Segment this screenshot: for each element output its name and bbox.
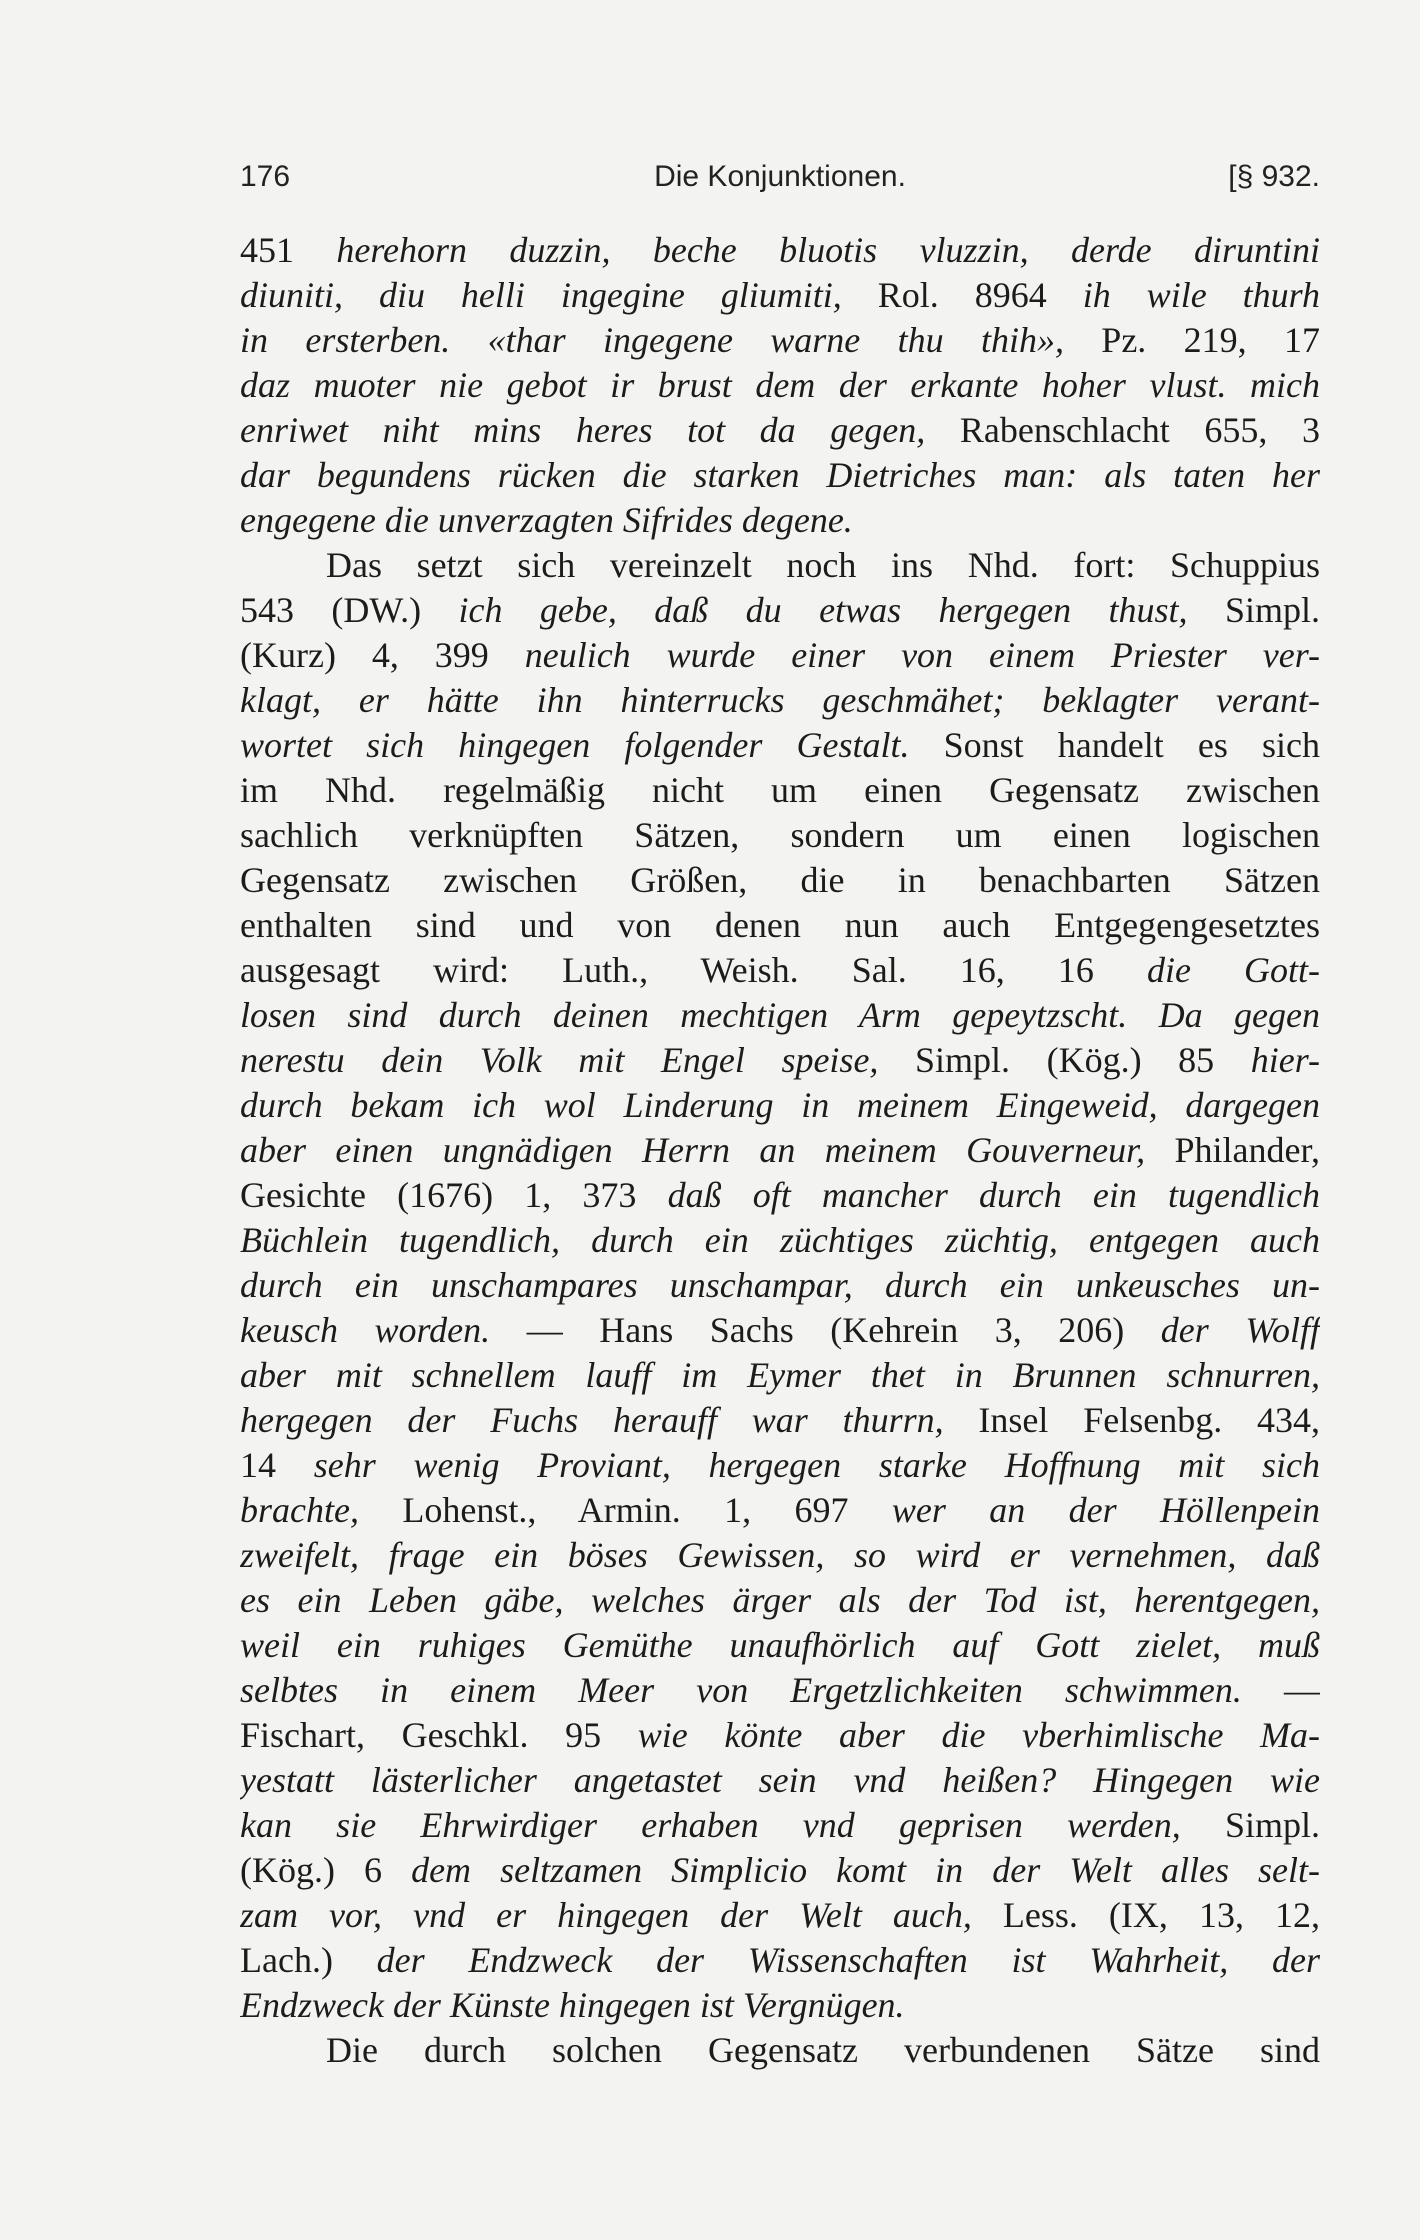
- text-line: [240, 1488, 1320, 1533]
- italic-quotation: hergegen der Fuchs herauff war thurrn,: [240, 1400, 944, 1440]
- page-number: 176: [240, 160, 291, 193]
- italic-quotation: der Wolff: [1160, 1310, 1320, 1350]
- italic-quotation: ih wile thurh: [1082, 275, 1320, 315]
- running-header: [240, 160, 1320, 204]
- italic-quotation: es ein Leben gäbe, welches ärger als der Tod ist, herentgegen,: [240, 1580, 1320, 1620]
- text-line: [240, 1803, 1320, 1848]
- text-line: [240, 1848, 1320, 1893]
- text-line: [240, 1038, 1320, 1083]
- italic-quotation: zweifelt, frage ein böses Gewissen, so wird er vernehmen, daß: [240, 1535, 1320, 1575]
- running-title: Die Konjunktionen.: [654, 160, 906, 193]
- text-line: [240, 1668, 1320, 1713]
- text-line: [240, 948, 1320, 993]
- text-line: [240, 1083, 1320, 1128]
- text-run: Fischart, Geschkl. 95: [240, 1715, 638, 1755]
- italic-quotation: wortet sich hingegen folgender Gestalt.: [240, 725, 910, 765]
- text-line: [240, 1758, 1320, 1803]
- text-line: [240, 543, 1320, 588]
- text-line: [240, 858, 1320, 903]
- italic-quotation: in ersterben. «thar ingegene warne thu thih»,: [240, 320, 1064, 360]
- italic-quotation: wie könte aber die vberhimlische Ma-: [637, 1715, 1320, 1755]
- italic-quotation: durch bekam ich wol Linderung in meinem Eingeweid, dargegen: [240, 1085, 1320, 1125]
- text-line: [240, 903, 1320, 948]
- text-run: 14: [240, 1445, 314, 1485]
- italic-quotation: weil ein ruhiges Gemüthe unaufhörlich auf Gott zielet, muß: [240, 1625, 1320, 1665]
- italic-quotation: nerestu dein Volk mit Engel speise,: [240, 1040, 879, 1080]
- italic-quotation: dem seltzamen Simplicio komt in der Welt alles selt-: [411, 1850, 1320, 1890]
- text-line: [240, 1398, 1320, 1443]
- italic-quotation: enriwet niht mins heres tot da gegen,: [240, 410, 926, 450]
- text-run: Simpl. (Kög.) 85: [878, 1040, 1251, 1080]
- text-line: [240, 1443, 1320, 1488]
- italic-quotation: keusch worden.: [240, 1310, 491, 1350]
- text-line: [240, 1353, 1320, 1398]
- italic-quotation: ich gebe, daß du etwas hergegen thust,: [458, 590, 1188, 630]
- italic-quotation: hier-: [1250, 1040, 1320, 1080]
- text-line: [240, 993, 1320, 1038]
- italic-quotation: yestatt lästerlicher angetastet sein vnd heißen? Hingegen wie: [240, 1760, 1320, 1800]
- italic-quotation: der Endzweck der Wissenschaften ist Wahrheit, der: [376, 1940, 1320, 1980]
- italic-quotation: daz muoter nie gebot ir brust dem der erkante hoher vlust. mich: [240, 365, 1320, 405]
- text-line: [240, 1263, 1320, 1308]
- text-line: [240, 1983, 1320, 2028]
- italic-quotation: neulich wurde einer von einem Priester ver-: [524, 635, 1320, 675]
- italic-quotation: Endzweck der Künste hingegen ist Vergnügen.: [240, 1985, 905, 2025]
- italic-quotation: sehr wenig Proviant, hergegen starke Hoffnung mit sich: [313, 1445, 1320, 1485]
- text-run: Lach.): [240, 1940, 377, 1980]
- text-line: [240, 1218, 1320, 1263]
- text-run: Rol. 8964: [841, 275, 1083, 315]
- text-run: Sonst handelt es sich: [909, 725, 1320, 765]
- italic-quotation: losen sind durch deinen mechtigen Arm gepeytzscht. Da gegen: [240, 995, 1320, 1035]
- text-run: im Nhd. regelmäßig nicht um einen Gegensatz zwischen: [240, 770, 1320, 810]
- text-run: Rabenschlacht 655, 3: [925, 410, 1320, 450]
- text-line: [240, 1128, 1320, 1173]
- text-run: Less. (IX, 13, 12,: [971, 1895, 1320, 1935]
- text-line: [240, 768, 1320, 813]
- text-line: [240, 318, 1320, 363]
- text-line: [240, 1893, 1320, 1938]
- text-run: enthalten sind und von denen nun auch Entgegengesetztes: [240, 905, 1320, 945]
- italic-quotation: Büchlein tugendlich, durch ein züchtiges züchtig, entgegen auch: [240, 1220, 1320, 1260]
- text-run: (Kurz) 4, 399: [240, 635, 525, 675]
- text-run: 451: [240, 230, 337, 270]
- text-run: 543 (DW.): [240, 590, 459, 630]
- text-run: Das setzt sich vereinzelt noch ins Nhd. fort: Schuppius: [326, 545, 1320, 585]
- text-run: Insel Felsenbg. 434,: [943, 1400, 1320, 1440]
- text-run: Philander,: [1145, 1130, 1320, 1170]
- italic-quotation: aber einen ungnädigen Herrn an meinem Gouverneur,: [240, 1130, 1146, 1170]
- text-run: Simpl.: [1187, 590, 1320, 630]
- italic-quotation: aber mit schnellem lauff im Eymer thet in Brunnen schnurren,: [240, 1355, 1320, 1395]
- text-line: [240, 813, 1320, 858]
- text-run: ausgesagt wird: Luth., Weish. Sal. 16, 16: [240, 950, 1147, 990]
- text-run: Pz. 219, 17: [1063, 320, 1320, 360]
- italic-quotation: durch ein unschampares unschampar, durch ein unkeusches un-: [240, 1265, 1320, 1305]
- section-reference: [§ 932.: [1228, 160, 1320, 193]
- text-line: [240, 588, 1320, 633]
- text-line: [240, 1308, 1320, 1353]
- text-line: [240, 1713, 1320, 1758]
- text-line: [240, 678, 1320, 723]
- text-line: [240, 363, 1320, 408]
- italic-quotation: brachte,: [240, 1490, 359, 1530]
- text-line: [240, 2028, 1320, 2073]
- text-run: Simpl.: [1180, 1805, 1320, 1845]
- italic-quotation: dar begundens rücken die starken Dietriches man: als taten her: [240, 455, 1320, 495]
- text-run: — Hans Sachs (Kehrein 3, 206): [490, 1310, 1161, 1350]
- text-line: [240, 498, 1320, 543]
- text-line: [240, 1173, 1320, 1218]
- text-line: [240, 273, 1320, 318]
- text-line: [240, 453, 1320, 498]
- italic-quotation: diuniti, diu helli ingegine gliumiti,: [240, 275, 842, 315]
- text-run: Gegensatz zwischen Größen, die in benachbarten Sätzen: [240, 860, 1320, 900]
- text-run: (Kög.) 6: [240, 1850, 412, 1890]
- text-line: [240, 1938, 1320, 1983]
- italic-quotation: engegene die unverzagten Sifrides degene.: [240, 500, 853, 540]
- text-line: [240, 723, 1320, 768]
- text-line: [240, 1533, 1320, 1578]
- text-run: —: [1241, 1670, 1320, 1710]
- text-run: Die durch solchen Gegensatz verbundenen Sätze sind: [326, 2030, 1320, 2070]
- body-text: [240, 228, 1320, 2073]
- italic-quotation: die Gott-: [1146, 950, 1320, 990]
- text-line: [240, 1578, 1320, 1623]
- italic-quotation: wer an der Höllenpein: [891, 1490, 1320, 1530]
- text-line: [240, 408, 1320, 453]
- text-line: [240, 633, 1320, 678]
- italic-quotation: zam vor, vnd er hingegen der Welt auch,: [240, 1895, 972, 1935]
- text-line: [240, 228, 1320, 273]
- italic-quotation: klagt, er hätte ihn hinterrucks geschmähet; beklagter verant-: [240, 680, 1320, 720]
- italic-quotation: herehorn duzzin, beche bluotis vluzzin, derde diruntini: [336, 230, 1320, 270]
- italic-quotation: kan sie Ehrwirdiger erhaben vnd geprisen werden,: [240, 1805, 1181, 1845]
- text-run: Lohenst., Armin. 1, 697: [358, 1490, 892, 1530]
- italic-quotation: daß oft mancher durch ein tugendlich: [667, 1175, 1320, 1215]
- text-run: sachlich verknüpften Sätzen, sondern um einen logischen: [240, 815, 1320, 855]
- text-run: Gesichte (1676) 1, 373: [240, 1175, 668, 1215]
- italic-quotation: selbtes in einem Meer von Ergetzlichkeiten schwimmen.: [240, 1670, 1242, 1710]
- text-line: [240, 1623, 1320, 1668]
